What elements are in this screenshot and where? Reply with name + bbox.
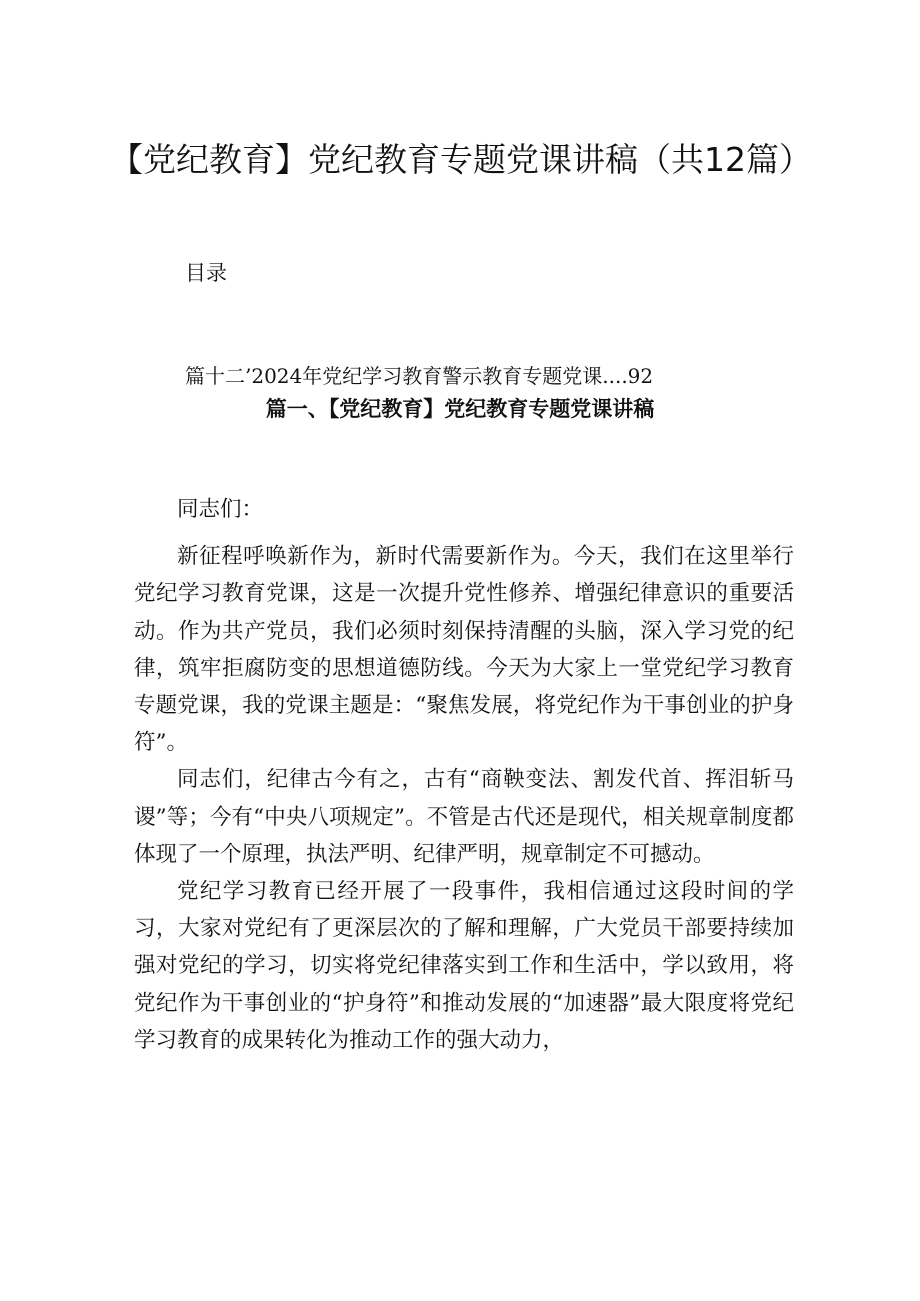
toc-label: 目录 [185,261,227,285]
paragraph: 党纪学习教育已经开展了一段事件，我相信通过这段时间的学习，大家对党纪有了更深层次的了解和理解，广大党员干部要持续加强对党纪的学习，切实将党纪律落实到工作和生活中，学以致用，将党纪作为干事创业的“护身符”和推动发展的“加速器”最大限度将党纪学习教育的成果转化为推动工作的强大动力， [134,879,794,1053]
document-title: 【党纪教育】党纪教育专题党课讲稿（共12篇） [110,140,812,179]
toc-entry[interactable]: 篇十二’2024年党纪学习教育警示教育专题党课....92 [185,364,654,388]
paragraph: 新征程呼唤新作为，新时代需要新作为。今天，我们在这里举行党纪学习教育党课，这是一次提升党性修养、增强纪律意识的重要活动。作为共产党员，我们必须时刻保持清醒的头脑，深入学习党的纪律，筑牢拒腐防变的思想道德防线。今天为大家上一堂党纪学习教育专题党课，我的党课主题是：“聚焦发展，将党纪作为干事创业的护身符”。 [134,544,794,756]
body-text [134,491,794,1059]
paragraph: 同志们，纪律古今有之，古有“商鞅变法、割发代首、挥泪斩马谡”等；今有“中央八项规定”。不管是古代还是现代，相关规章制度都体现了一个原理，执法严明、纪律严明，规章制定不可撼动。 [134,767,794,867]
paragraph-salutation: 同志们： [177,497,264,522]
section-heading: 篇一、【党纪教育】党纪教育专题党课讲稿 [265,396,655,421]
